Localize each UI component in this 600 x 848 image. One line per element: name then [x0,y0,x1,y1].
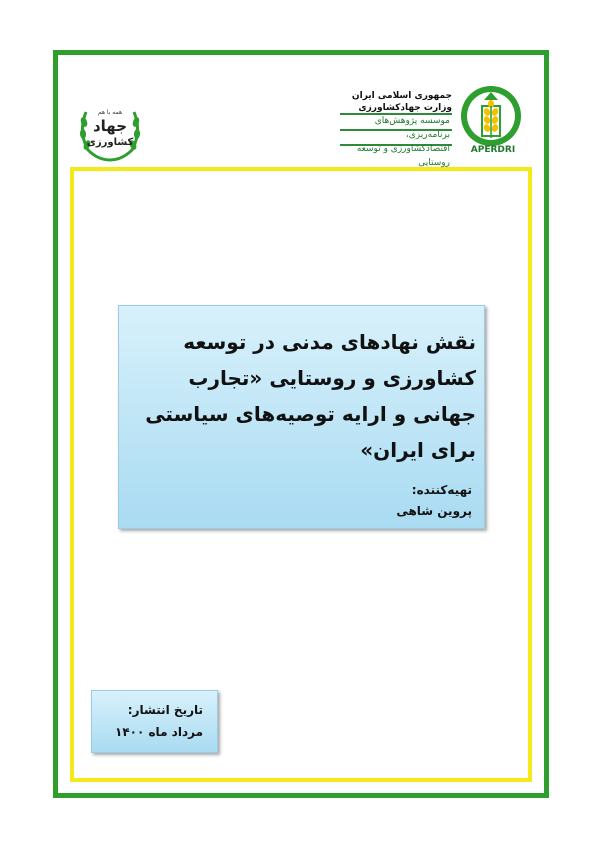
prepared-by-label: تهیه‌کننده: [411,483,472,497]
title-box [118,305,485,529]
institute-name [344,114,450,170]
document-title: نقش نهادهای مدنی در توسعه کشاورزی و روستایی «تجارب جهانی و ارایه توصیه‌های سیاستی برای ایران» [145,330,476,462]
aperdri-label: APERDRI [470,145,516,155]
left-logo-top-text: همه با هم [97,109,123,116]
institute-line-2: اقتصادکشاورزی و توسعه روستایی [356,144,450,168]
institute-line-1: موسسه پژوهش‌های برنامه‌ریزی، [374,116,450,140]
publication-date-value: مرداد ماه ۱۴۰۰ [115,725,203,739]
publication-date-box [91,690,218,753]
jahad-keshavarzi-logo [74,92,146,164]
author-name: پروین شاهی [396,504,472,518]
ministry-line: وزارت جهادکشاورزی [358,103,452,113]
aperdri-logo [456,82,526,154]
left-logo-sub-text: کشاورزی [86,137,134,148]
publication-date-label: تاریخ انتشار: [127,703,203,717]
header-text-block [252,90,452,114]
left-logo-main-text: جهاد [92,117,128,135]
country-line: جمهوری اسلامی ایران [351,91,452,101]
